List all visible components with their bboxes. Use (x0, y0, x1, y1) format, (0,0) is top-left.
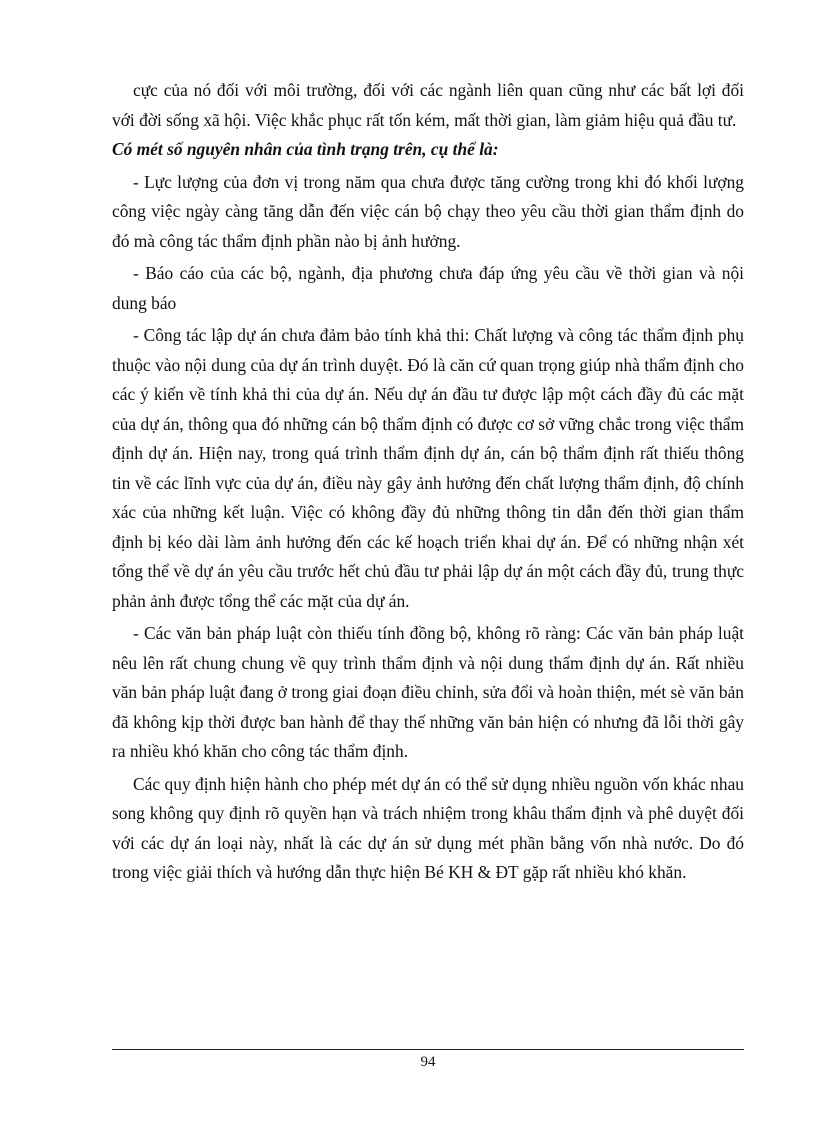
paragraph-current-regulations: Các quy định hiện hành cho phép mét dự án có thể sử dụng nhiều nguồn vốn khác nhau song không quy định rõ quyền hạn và trách nhiệm trong khâu thẩm định và phê duyệt đối với các dự án loại này, nhất là các dự án sử dụng mét phần bằng vốn nhà nước. Do đó trong việc giải thích và hướng dẫn thực hiện Bé KH & ĐT gặp rất nhiều khó khăn. (112, 773, 744, 882)
paragraph-legal-documents: - Các văn bản pháp luật còn thiếu tính đồng bộ, không rõ ràng: Các văn bản pháp luật nêu lên rất chung chung về quy trình thẩm định và nội dung thẩm định dự án. Rất nhiều văn bản pháp luật đang ở trong giai đoạn điều chỉnh, sửa đổi và hoàn thiện, mét sè văn bản đã không kịp thời được ban hành để thay thế những văn bản hiện có nhưng đã lỗi thời gây ra nhiều khó khăn cho công tác thẩm định. (112, 623, 744, 761)
page-number: 94 (420, 1054, 436, 1070)
paragraph-staff-capacity: - Lực lượng của đơn vị trong năm qua chưa được tăng cường trong khi đó khối lượng công việc ngày càng tăng dẫn đến việc cán bộ chạy theo yêu cầu thời gian thẩm định do đó mà công tác thẩm định phần nào bị ảnh hưởng. (112, 171, 744, 251)
section-heading: Có mét số nguyên nhân của tình trạng trên, cụ thể là: (112, 139, 499, 159)
footer-divider (112, 1049, 744, 1050)
paragraph-reports: - Báo cáo của các bộ, ngành, địa phương chưa đáp ứng yêu cầu về thời gian và nội dung báo (112, 263, 744, 313)
document-body (112, 76, 744, 888)
paragraph-project-preparation: - Công tác lập dự án chưa đảm bảo tính khả thi: Chất lượng và công tác thẩm định phụ thuộc vào nội dung của dự án trình duyệt. Đó là căn cứ quan trọng giúp nhà thẩm định cho các ý kiến về tính khả thi của dự án. Nếu dự án đầu tư được lập một cách đầy đủ các mặt của dự án, thông qua đó những cán bộ thẩm định có được cơ sở vững chắc trong việc thẩm định dự án. Hiện nay, trong quá trình thẩm định dự án, cán bộ thẩm định rất thiếu thông tin về các lĩnh vực của dự án, điều này gây ảnh hưởng đến chất lượng thẩm định, độ chính xác của những kết luận. Việc có không đầy đủ những thông tin dẫn đến thời gian thẩm định bị kéo dài làm ảnh hưởng đến các kế hoạch triển khai dự án. Để có những nhận xét tổng thể về dự án yêu cầu trước hết chủ đầu tư phải lập dự án một cách đầy đủ, trung thực phản ảnh được tổng thể các mặt của dự án. (112, 325, 744, 611)
paragraph-continuation: cực của nó đối với môi trường, đối với các ngành liên quan cũng như các bất lợi đối với đời sống xã hội. Việc khắc phục rất tốn kém, mất thời gian, làm giảm hiệu quả đầu tư. (112, 80, 744, 130)
